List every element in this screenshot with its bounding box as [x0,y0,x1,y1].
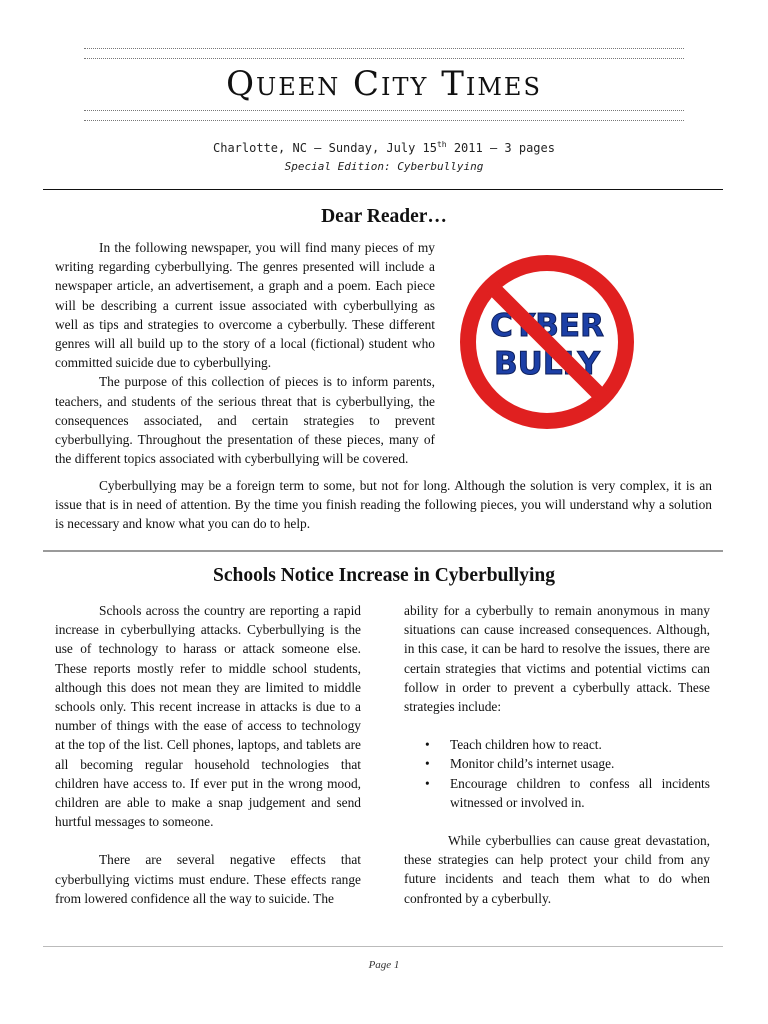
article-left-column [55,601,361,908]
logo-text-line-2: BULLY [494,346,600,382]
footer-divider [43,946,723,947]
list-item [404,774,710,812]
article-left-paragraph-2: There are several negative effects that cyberbullying victims must endure. These effects range from lowered confidence all the way to suicide. The [55,852,361,906]
dateline-ordinal: th [436,140,447,149]
article-left-paragraph-1: Schools across the country are reporting a rapid increase in cyberbullying attacks. Cyberbullying is the use of technology to harass or attack someone else. These reports mostly refer to middle school students, although this does not mean they are limited to middle schools only. This recent increase in attacks is due to a number of things with the ease of access to technology at the top of the list. Cell phones, laptops, and tablets are all becoming regular household technologies that children have access to. If ever put in the wrong mood, children are able to make a snap judgement and send hurtful messages to someone. [55,603,361,830]
dear-reader-paragraph-1: In the following newspaper, you will find many pieces of my writing regarding cyberbullying. The genres presented will include a newspaper article, an advertisement, a graph and a poem. Each piece will be describing a current issue associated with cyberbullying as well as tips and strategies to overcome a cyberbully. These different genres will all build up to the story of a local (fictional) student who committed suicide due to cyberbullying. [55,240,435,371]
bullet-icon: • [425,737,430,753]
masthead-top-rule [84,48,684,49]
article-right-paragraph-1: ability for a cyberbully to remain anonymous in many situations can cause increased consequences. Although, in this case, it can be hard to resolve the issues, there are certain strategies that victims and potential victims can follow in order to prevent a cyberbully attack. These strategies include: [404,603,710,715]
logo-text-line-1: CYBER [490,308,604,344]
dateline-start: Charlotte, NC — Sunday, July 15 [213,141,437,155]
dear-reader-paragraph-2: The purpose of this collection of pieces is to inform parents, teachers, and students of the serious threat that is cyberbullying, the consequences associated, and certain strategies to prevent cyberbullying. Throughout the presentation of these pieces, many of the different topics associated with cyberbullying will be covered. [55,374,435,467]
dear-reader-closing [55,476,712,534]
bullet-icon: • [425,756,430,772]
dear-reader-heading-wrap [0,206,768,228]
masthead-bottom-rule [84,110,684,111]
no-cyberbully-logo [455,238,639,446]
masthead-title: Queen City Times [226,64,542,104]
strategies-list [404,735,710,812]
masthead-top-rule-2 [84,58,684,59]
article-divider [43,550,723,552]
list-item-text: Encourage children to confess all incidents witnessed or involved in. [450,775,710,810]
masthead-bottom-rule-2 [84,120,684,121]
list-item [404,754,710,773]
bullet-icon: • [425,775,430,791]
article-right-column [404,601,710,908]
list-item-text: Monitor child’s internet usage. [450,756,615,772]
special-edition-label: Special Edition: Cyberbullying [284,160,484,173]
dear-reader-body [55,238,435,468]
article-right-paragraph-2: While cyberbullies can cause great devastation, these strategies can help protect your child from any future incidents and teach them what to do when confronted by a cyberbully. [404,833,710,906]
dateline [0,140,768,155]
article-heading-wrap [0,565,768,587]
dear-reader-paragraph-3: Cyberbullying may be a foreign term to some, but not for long. Although the solution is very complex, it is an issue that is in need of attention. By the time you finish reading the following pieces, you will understand why a solution is necessary and know what you can do to help. [55,478,712,532]
page-number: Page 1 [368,959,400,971]
article-heading: Schools Notice Increase in Cyberbullying [213,565,555,586]
list-item [404,735,710,754]
dateline-end: 2011 — 3 pages [446,141,555,155]
list-item-text: Teach children how to react. [450,737,602,753]
dear-reader-heading: Dear Reader… [321,206,447,227]
section-divider [43,189,723,190]
